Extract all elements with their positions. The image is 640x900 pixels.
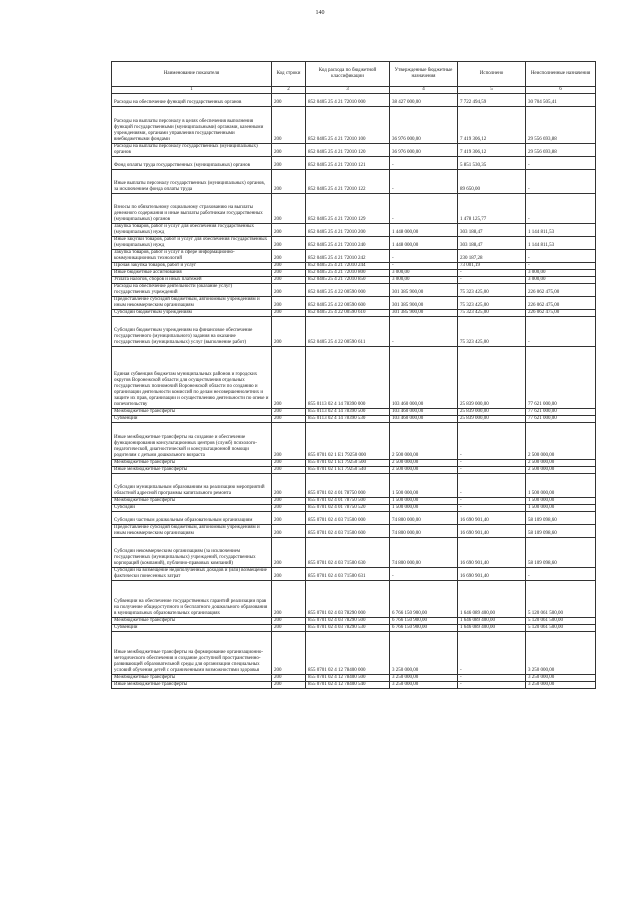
row-approved-cell: 74 800 000,00 <box>390 512 458 525</box>
row-unexecuted-cell: 1 144 811,53 <box>526 237 596 250</box>
row-executed-cell: 303 188,47 <box>458 237 526 250</box>
row-name-cell: Расходы на обеспечение функций государственных органов <box>112 94 272 107</box>
row-expense-code-cell: 852 0405 25 4 21 72010 850 <box>306 277 390 284</box>
row-line-code-cell: 200 <box>272 467 306 474</box>
row-name-cell: Межбюджетные трансферты <box>112 460 272 467</box>
row-name-cell: Уплата налогов, сборов и иных платежей <box>112 277 272 284</box>
row-expense-code-cell: 855 0113 02 4 14 78390 000 <box>306 347 390 409</box>
header-unexecuted: Неисполненные назначения <box>526 62 596 87</box>
column-index: 5 <box>458 87 526 94</box>
row-approved-cell: - <box>390 170 458 194</box>
row-executed-cell: - <box>458 682 526 689</box>
row-expense-code-cell: 855 0701 02 4 12 78400 540 <box>306 682 390 689</box>
row-executed-cell: 230 187,28 <box>458 250 526 263</box>
row-approved-cell: 38 427 000,00 <box>390 94 458 107</box>
table-row <box>112 284 596 297</box>
row-unexecuted-cell: 30 704 505,41 <box>526 94 596 107</box>
row-approved-cell: 2 500 000,00 <box>390 467 458 474</box>
row-executed-cell: 7 722 494,59 <box>458 94 526 107</box>
row-executed-cell: 89 650,00 <box>458 170 526 194</box>
row-executed-cell: 16 690 901,40 <box>458 568 526 581</box>
row-executed-cell: 25 839 000,00 <box>458 409 526 416</box>
table-row <box>112 423 596 460</box>
row-unexecuted-cell: 1 144 811,53 <box>526 224 596 237</box>
row-approved-cell: - <box>390 317 458 347</box>
row-executed-cell: 16 690 901,40 <box>458 525 526 538</box>
row-approved-cell: - <box>390 194 458 224</box>
row-name-cell: Субвенции на обеспечение государственных гарантий реализации прав на получение общедоступного и бесплатного дошкольного образования в муниципальных образовательных организациях <box>112 581 272 618</box>
row-expense-code-cell: 852 0405 25 4 22 00590 611 <box>306 317 390 347</box>
row-expense-code-cell: 855 0701 02 4 12 78400 000 <box>306 632 390 675</box>
row-line-code-cell: 200 <box>272 277 306 284</box>
row-approved-cell: 1 500 000,00 <box>390 474 458 498</box>
row-approved-cell: 74 800 000,00 <box>390 538 458 568</box>
table-row <box>112 512 596 525</box>
row-name-cell: Иные межбюджетные трансферты на создание и обеспечение функционирования консультационных центров (служб) психолого-педагогической, диагностической и консультационной помощи родителям с детьми дошкольного возраста <box>112 423 272 460</box>
row-line-code-cell: 200 <box>272 310 306 317</box>
row-name-cell: Субсидии некоммерческим организациям (за исключением государственных (муниципальных) учреждений, государственных корпораций (компаний), публично-правовых компаний) <box>112 538 272 568</box>
row-expense-code-cell: 855 0701 02 4 01 78750 500 <box>306 498 390 505</box>
row-name-cell: Иные межбюджетные трансферты <box>112 467 272 474</box>
row-expense-code-cell: 855 0701 02 1 E1 79250 000 <box>306 423 390 460</box>
row-executed-cell: 7 419 306,12 <box>458 107 526 144</box>
row-unexecuted-cell: - <box>526 317 596 347</box>
table-row <box>112 505 596 512</box>
row-expense-code-cell: 855 0701 02 4 03 71500 600 <box>306 525 390 538</box>
row-unexecuted-cell: 2 500 000,00 <box>526 460 596 467</box>
row-expense-code-cell: 855 0701 02 1 E1 79250 500 <box>306 460 390 467</box>
table-row <box>112 277 596 284</box>
table-row <box>112 416 596 423</box>
row-line-code-cell: 200 <box>272 568 306 581</box>
row-approved-cell: 2 500 000,00 <box>390 423 458 460</box>
row-line-code-cell: 200 <box>272 284 306 297</box>
row-name-cell: Межбюджетные трансферты <box>112 498 272 505</box>
row-unexecuted-cell: 29 556 693,88 <box>526 144 596 157</box>
row-unexecuted-cell: 77 621 000,00 <box>526 347 596 409</box>
row-executed-cell: 16 690 901,40 <box>458 538 526 568</box>
row-unexecuted-cell: 1 500 000,00 <box>526 474 596 498</box>
column-index: 4 <box>390 87 458 94</box>
table-row <box>112 409 596 416</box>
row-unexecuted-cell: - <box>526 568 596 581</box>
row-executed-cell: 5 851 530,35 <box>458 157 526 170</box>
header-expense-code: Код расхода по бюджетной классификации <box>306 62 390 87</box>
row-approved-cell: 1 500 000,00 <box>390 505 458 512</box>
row-name-cell: Иные межбюджетные трансферты на формирование организационно-методического обеспечения и создание доступной пространственно-развивающей образовательной среды для организации специальных условий обучения детей с ограниченными возможностями здоровья <box>112 632 272 675</box>
row-expense-code-cell: 852 0405 25 4 22 00590 600 <box>306 297 390 310</box>
column-index-row <box>112 87 596 94</box>
row-line-code-cell: 200 <box>272 170 306 194</box>
row-unexecuted-cell: 3 250 000,00 <box>526 632 596 675</box>
row-unexecuted-cell: 226 062 475,00 <box>526 284 596 297</box>
row-name-cell: Субсидии на возмещение недополученных доходов и (или) возмещение фактически понесенных затрат <box>112 568 272 581</box>
row-line-code-cell: 200 <box>272 409 306 416</box>
row-unexecuted-cell: 29 556 693,88 <box>526 107 596 144</box>
row-expense-code-cell: 852 0405 25 4 21 72010 129 <box>306 194 390 224</box>
table-row <box>112 94 596 107</box>
row-name-cell: Межбюджетные трансферты <box>112 618 272 625</box>
row-line-code-cell: 200 <box>272 618 306 625</box>
row-expense-code-cell: 852 0405 25 4 22 00590 000 <box>306 284 390 297</box>
row-executed-cell: 1 478 125,77 <box>458 194 526 224</box>
row-unexecuted-cell: 5 120 061 500,00 <box>526 625 596 632</box>
table-row <box>112 581 596 618</box>
row-approved-cell: - <box>390 157 458 170</box>
row-executed-cell: - <box>458 277 526 284</box>
row-approved-cell: 6 766 150 900,00 <box>390 581 458 618</box>
row-name-cell: Субсидии частным дошкольным образовательным организациям <box>112 512 272 525</box>
table-row <box>112 525 596 538</box>
row-unexecuted-cell: 3 000,00 <box>526 277 596 284</box>
row-line-code-cell: 200 <box>272 297 306 310</box>
row-expense-code-cell: 855 0701 02 4 03 78290 530 <box>306 625 390 632</box>
table-row <box>112 467 596 474</box>
row-approved-cell: 36 976 000,00 <box>390 107 458 144</box>
row-expense-code-cell: 852 0405 25 4 21 72010 120 <box>306 144 390 157</box>
table-row <box>112 498 596 505</box>
row-approved-cell: 3 000,00 <box>390 270 458 277</box>
table-row <box>112 682 596 689</box>
row-name-cell: Субвенции <box>112 625 272 632</box>
table-row <box>112 460 596 467</box>
row-executed-cell: - <box>458 498 526 505</box>
row-name-cell: Единая субвенция бюджетам муниципальных районов и городских округов Воронежской области для осуществления отдельных государственных полномочий Воронежской области по созданию и организации деятельности комиссий по делам несовершеннолетних и защите их прав, организации и осуществлению деятельности по опеке и попечительству <box>112 347 272 409</box>
row-expense-code-cell: 852 0405 25 4 21 72010 121 <box>306 157 390 170</box>
row-line-code-cell: 200 <box>272 157 306 170</box>
row-approved-cell: 6 766 150 900,00 <box>390 618 458 625</box>
row-name-cell: Иные бюджетные ассигнования <box>112 270 272 277</box>
row-unexecuted-cell: 2 500 000,00 <box>526 423 596 460</box>
row-line-code-cell: 200 <box>272 416 306 423</box>
row-executed-cell: 1 646 089 400,00 <box>458 581 526 618</box>
row-expense-code-cell: 852 0405 25 4 21 72010 122 <box>306 170 390 194</box>
row-line-code-cell: 200 <box>272 250 306 263</box>
row-line-code-cell: 200 <box>272 194 306 224</box>
row-line-code-cell: 200 <box>272 347 306 409</box>
row-name-cell: Расходы на выплаты персоналу государственных (муниципальных) органов <box>112 144 272 157</box>
header-line-code: Код строки <box>272 62 306 87</box>
row-line-code-cell: 200 <box>272 474 306 498</box>
table-row <box>112 250 596 263</box>
row-executed-cell: 25 839 000,00 <box>458 416 526 423</box>
table-row <box>112 675 596 682</box>
row-name-cell: Субсидии <box>112 505 272 512</box>
header-indicator-name: Наименование показателя <box>112 62 272 87</box>
budget-execution-table <box>111 61 596 689</box>
row-executed-cell: 16 690 901,40 <box>458 512 526 525</box>
row-executed-cell: 75 323 425,00 <box>458 317 526 347</box>
row-expense-code-cell: 855 0113 02 4 14 78390 500 <box>306 409 390 416</box>
row-approved-cell: - <box>390 263 458 270</box>
row-unexecuted-cell: 58 109 098,60 <box>526 538 596 568</box>
row-executed-cell: 1 646 089 400,00 <box>458 625 526 632</box>
row-approved-cell: 3 250 000,00 <box>390 632 458 675</box>
row-expense-code-cell: 855 0701 02 4 03 71500 630 <box>306 538 390 568</box>
row-name-cell: Межбюджетные трансферты <box>112 675 272 682</box>
row-line-code-cell: 200 <box>272 632 306 675</box>
row-expense-code-cell: 855 0701 02 4 03 71500 000 <box>306 512 390 525</box>
row-executed-cell: - <box>458 270 526 277</box>
row-expense-code-cell: 855 0113 02 4 14 78390 530 <box>306 416 390 423</box>
row-line-code-cell: 200 <box>272 94 306 107</box>
table-row <box>112 263 596 270</box>
row-expense-code-cell: 852 0405 25 4 21 72010 200 <box>306 224 390 237</box>
row-executed-cell: - <box>458 632 526 675</box>
header-approved: Утвержденные бюджетные назначения <box>390 62 458 87</box>
row-expense-code-cell: 855 0701 02 4 03 78290 500 <box>306 618 390 625</box>
row-unexecuted-cell: 5 120 061 500,00 <box>526 581 596 618</box>
row-name-cell: Иные выплаты персоналу государственных (муниципальных) органов, за исключением фонда оплаты труда <box>112 170 272 194</box>
row-name-cell: Межбюджетные трансферты <box>112 409 272 416</box>
row-line-code-cell: 200 <box>272 263 306 270</box>
table-row <box>112 144 596 157</box>
row-executed-cell: 75 323 425,00 <box>458 297 526 310</box>
row-approved-cell: 1 448 000,00 <box>390 237 458 250</box>
table-row <box>112 310 596 317</box>
row-expense-code-cell: 855 0701 02 4 12 78400 500 <box>306 675 390 682</box>
table-row <box>112 170 596 194</box>
row-line-code-cell: 200 <box>272 107 306 144</box>
row-unexecuted-cell: 1 500 000,00 <box>526 498 596 505</box>
row-expense-code-cell: 852 0405 25 4 21 72010 800 <box>306 270 390 277</box>
row-executed-cell: - <box>458 423 526 460</box>
row-executed-cell: 73 001,19 <box>458 263 526 270</box>
row-unexecuted-cell: 5 120 061 500,00 <box>526 618 596 625</box>
table-row <box>112 224 596 237</box>
row-line-code-cell: 200 <box>272 581 306 618</box>
table-row <box>112 317 596 347</box>
row-executed-cell: 25 839 000,00 <box>458 347 526 409</box>
row-unexecuted-cell: - <box>526 250 596 263</box>
column-index: 2 <box>272 87 306 94</box>
table-row <box>112 538 596 568</box>
row-line-code-cell: 200 <box>272 625 306 632</box>
row-expense-code-cell: 852 0405 25 4 21 72010 244 <box>306 263 390 270</box>
row-approved-cell: - <box>390 568 458 581</box>
row-approved-cell: 103 460 000,00 <box>390 347 458 409</box>
row-name-cell: Фонд оплаты труда государственных (муниципальных) органов <box>112 157 272 170</box>
row-executed-cell: 75 323 425,00 <box>458 310 526 317</box>
row-approved-cell: 103 460 000,00 <box>390 409 458 416</box>
row-name-cell: Субвенции <box>112 416 272 423</box>
row-unexecuted-cell: 3 250 000,00 <box>526 682 596 689</box>
row-approved-cell: 301 385 900,00 <box>390 284 458 297</box>
row-name-cell: Иные межбюджетные трансферты <box>112 682 272 689</box>
row-line-code-cell: 200 <box>272 460 306 467</box>
row-name-cell: Расходы на обеспечение деятельности (оказание услуг) государственных учреждений <box>112 284 272 297</box>
row-expense-code-cell: 852 0405 25 4 21 72010 242 <box>306 250 390 263</box>
row-line-code-cell: 200 <box>272 525 306 538</box>
row-name-cell: Закупка товаров, работ и услуг в сфере информационно-коммуникационных технологий <box>112 250 272 263</box>
row-expense-code-cell: 855 0701 02 4 01 78750 000 <box>306 474 390 498</box>
row-executed-cell: - <box>458 675 526 682</box>
row-line-code-cell: 200 <box>272 423 306 460</box>
row-unexecuted-cell: 2 500 000,00 <box>526 467 596 474</box>
row-executed-cell: - <box>458 474 526 498</box>
row-line-code-cell: 200 <box>272 538 306 568</box>
row-executed-cell: 1 646 089 400,00 <box>458 618 526 625</box>
column-index: 1 <box>112 87 272 94</box>
table-row <box>112 474 596 498</box>
row-approved-cell: 2 500 000,00 <box>390 460 458 467</box>
column-index: 3 <box>306 87 390 94</box>
row-executed-cell: - <box>458 467 526 474</box>
table-header-row <box>112 62 596 87</box>
row-line-code-cell: 200 <box>272 682 306 689</box>
row-unexecuted-cell: 1 500 000,00 <box>526 505 596 512</box>
row-expense-code-cell: 852 0405 25 4 21 72010 240 <box>306 237 390 250</box>
table-row <box>112 632 596 675</box>
row-approved-cell: 3 250 000,00 <box>390 682 458 689</box>
header-executed: Исполнено <box>458 62 526 87</box>
row-expense-code-cell: 852 0405 25 4 21 72010 100 <box>306 107 390 144</box>
table-row <box>112 157 596 170</box>
row-approved-cell: 3 250 000,00 <box>390 675 458 682</box>
row-line-code-cell: 200 <box>272 144 306 157</box>
row-name-cell: Расходы на выплаты персоналу в целях обеспечения выполнения функций государственными (муниципальными) органами, казенными учреждениями, органами управления государственными внебюджетными фондами <box>112 107 272 144</box>
row-line-code-cell: 200 <box>272 505 306 512</box>
row-approved-cell: 3 000,00 <box>390 277 458 284</box>
row-unexecuted-cell: 77 621 000,00 <box>526 416 596 423</box>
table-body <box>112 87 596 689</box>
row-approved-cell: 74 800 000,00 <box>390 525 458 538</box>
table-row <box>112 625 596 632</box>
row-unexecuted-cell: - <box>526 194 596 224</box>
row-unexecuted-cell: 226 062 475,00 <box>526 310 596 317</box>
row-approved-cell: 1 500 000,00 <box>390 498 458 505</box>
row-approved-cell: 1 448 000,00 <box>390 224 458 237</box>
row-expense-code-cell: 855 0701 02 4 01 78750 520 <box>306 505 390 512</box>
row-expense-code-cell: 852 0405 25 4 22 00590 610 <box>306 310 390 317</box>
row-approved-cell: 103 460 000,00 <box>390 416 458 423</box>
row-expense-code-cell: 855 0701 02 4 03 71500 631 <box>306 568 390 581</box>
row-line-code-cell: 200 <box>272 317 306 347</box>
row-unexecuted-cell: 58 109 098,60 <box>526 525 596 538</box>
row-line-code-cell: 200 <box>272 498 306 505</box>
table-row <box>112 237 596 250</box>
row-unexecuted-cell: 58 109 098,60 <box>526 512 596 525</box>
row-executed-cell: - <box>458 505 526 512</box>
row-line-code-cell: 200 <box>272 512 306 525</box>
row-expense-code-cell: 852 0405 25 4 21 72010 000 <box>306 94 390 107</box>
table-row <box>112 347 596 409</box>
row-name-cell: Взносы по обязательному социальному страхованию на выплаты денежного содержания и иные выплаты работникам государственных (муниципальных) органов <box>112 194 272 224</box>
row-name-cell: Прочая закупка товаров, работ и услуг <box>112 263 272 270</box>
row-executed-cell: 75 323 425,00 <box>458 284 526 297</box>
row-name-cell: Субсидии бюджетным учреждениям <box>112 310 272 317</box>
page-number: 140 <box>315 10 325 16</box>
table-row <box>112 568 596 581</box>
row-name-cell: Предоставление субсидий бюджетным, автономным учреждениям и иным некоммерческим организациям <box>112 297 272 310</box>
row-approved-cell: 301 385 900,00 <box>390 310 458 317</box>
row-executed-cell: - <box>458 460 526 467</box>
row-name-cell: Иные закупки товаров, работ и услуг для обеспечения государственных (муниципальных) нужд <box>112 237 272 250</box>
row-unexecuted-cell: - <box>526 157 596 170</box>
row-name-cell: Предоставление субсидий бюджетным, автономным учреждениям и иным некоммерческим организациям <box>112 525 272 538</box>
row-name-cell: Закупка товаров, работ и услуг для обеспечения государственных (муниципальных) нужд <box>112 224 272 237</box>
row-line-code-cell: 200 <box>272 270 306 277</box>
table-row <box>112 270 596 277</box>
row-approved-cell: 36 976 000,00 <box>390 144 458 157</box>
row-unexecuted-cell: 226 062 475,00 <box>526 297 596 310</box>
row-executed-cell: 7 419 306,12 <box>458 144 526 157</box>
row-line-code-cell: 200 <box>272 237 306 250</box>
row-approved-cell: 6 766 150 900,00 <box>390 625 458 632</box>
row-unexecuted-cell: 77 621 000,00 <box>526 409 596 416</box>
row-unexecuted-cell: - <box>526 170 596 194</box>
table-row <box>112 194 596 224</box>
row-expense-code-cell: 855 0701 02 1 E1 79250 540 <box>306 467 390 474</box>
row-name-cell: Субсидии бюджетным учреждениям на финансовое обеспечение государственного (муниципального) задания на оказание государственных (муниципальных) услуг (выполнение работ) <box>112 317 272 347</box>
row-line-code-cell: 200 <box>272 224 306 237</box>
table-row <box>112 618 596 625</box>
row-unexecuted-cell: 3 000,00 <box>526 270 596 277</box>
row-approved-cell: 301 385 900,00 <box>390 297 458 310</box>
row-approved-cell: - <box>390 250 458 263</box>
column-index: 6 <box>526 87 596 94</box>
row-line-code-cell: 200 <box>272 675 306 682</box>
row-expense-code-cell: 855 0701 02 4 03 78290 000 <box>306 581 390 618</box>
row-executed-cell: 303 188,47 <box>458 224 526 237</box>
row-unexecuted-cell: - <box>526 263 596 270</box>
table-row <box>112 107 596 144</box>
table-row <box>112 297 596 310</box>
row-unexecuted-cell: 3 250 000,00 <box>526 675 596 682</box>
row-name-cell: Субсидии муниципальным образованиям на реализацию мероприятий областной адресной программы капитального ремонта <box>112 474 272 498</box>
